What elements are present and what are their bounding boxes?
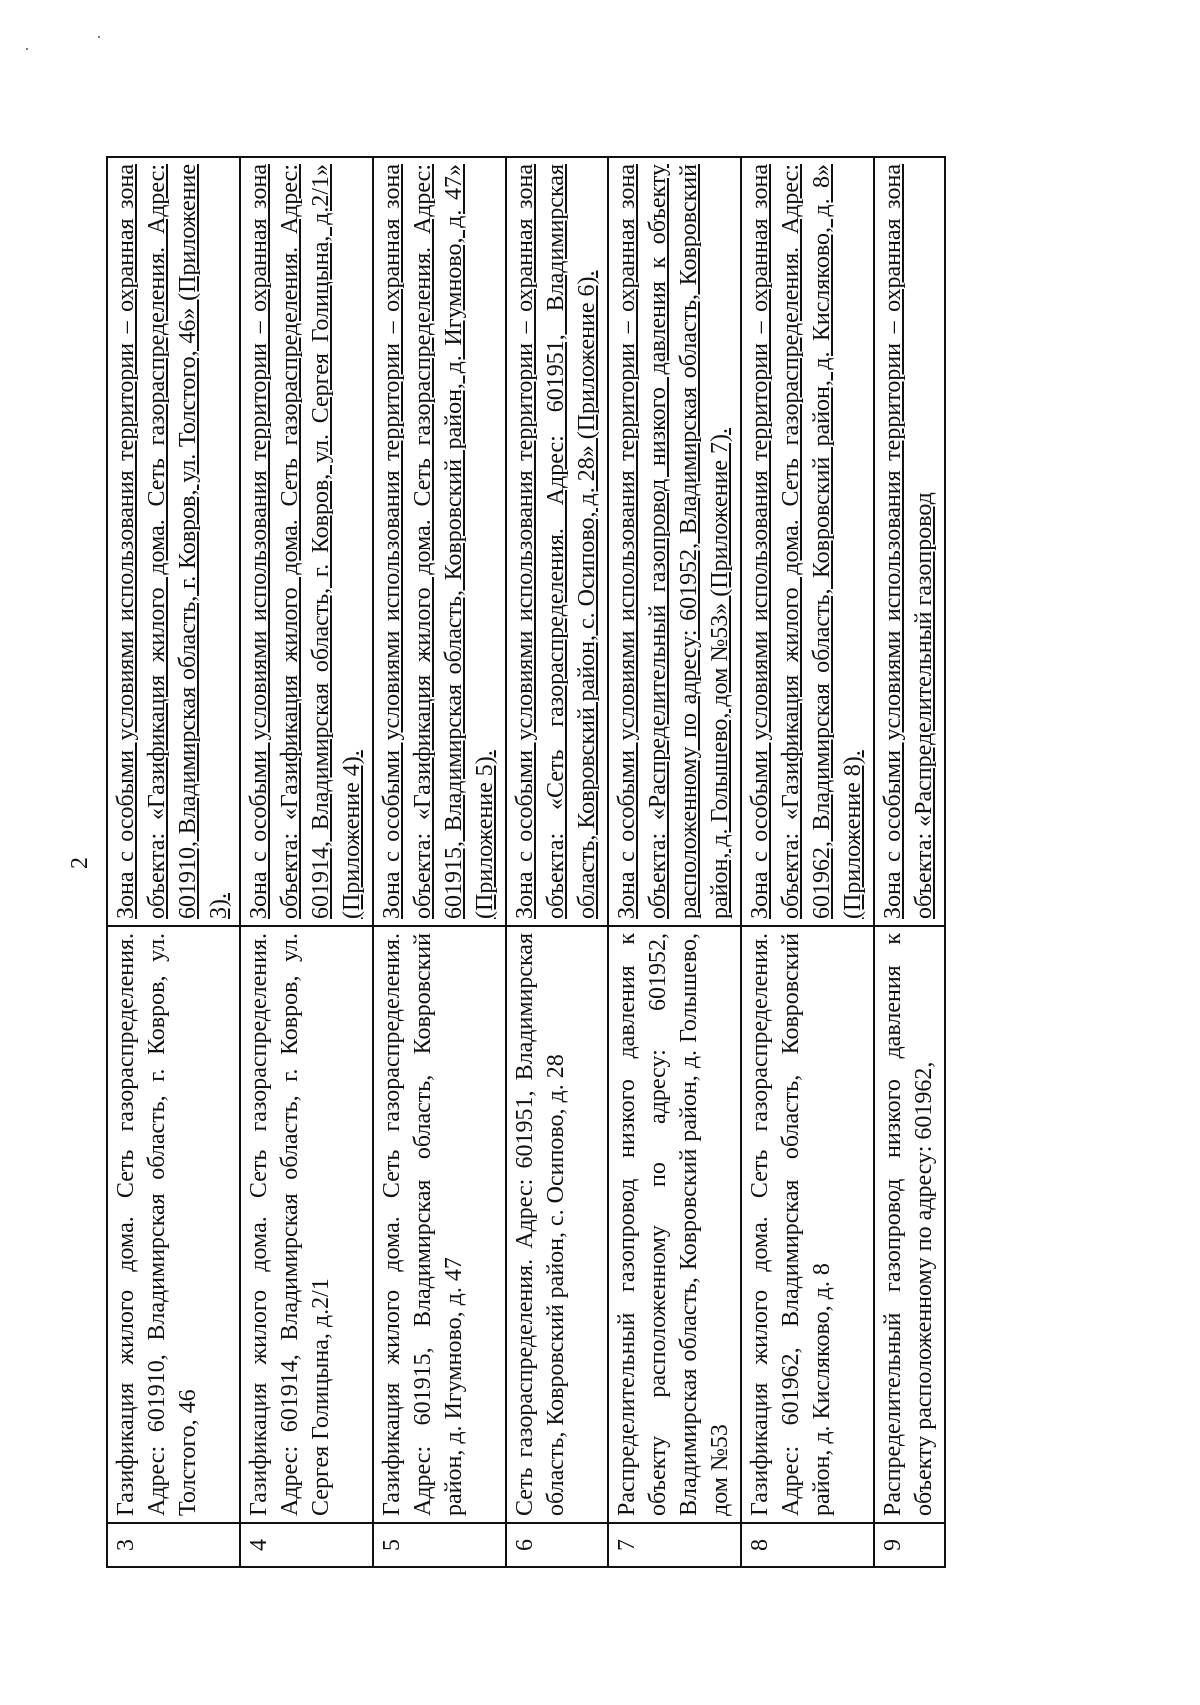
object-description: Распределительный газопровод низкого давления к объекту расположенному по адресу: 601952, Владимирская область, Ковровский район, д. Голышево, дом №53 [608, 926, 741, 1523]
row-number: 6 [506, 1523, 608, 1567]
row-number: 5 [373, 1523, 506, 1567]
scan-speck [26, 48, 28, 50]
row-number: 4 [240, 1523, 373, 1567]
row-number: 7 [608, 1523, 741, 1567]
object-description: Газификация жилого дома. Сеть газораспределения. Адрес: 601915, Владимирская область, Ковровский район, д. Игумново, д. 47 [373, 926, 506, 1523]
zone-description: Зона с особыми условиями использования территории – охранная зона объекта: «Газификация жилого дома. Сеть газораспределения. Адрес: 601915, Владимирская область, Ковровский район, д. Игумново, д. 47» (Приложение 5). [373, 157, 506, 926]
register-table [106, 156, 946, 1568]
zone-description: Зона с особыми условиями использования территории – охранная зона объекта: «Распределительный газопровод [874, 157, 945, 926]
table-row [373, 157, 506, 1567]
table-row [874, 157, 945, 1567]
table-row [506, 157, 608, 1567]
zone-description: Зона с особыми условиями использования территории – охранная зона объекта: «Газификация жилого дома. Сеть газораспределения. Адрес: 601914, Владимирская область, г. Ковров, ул. Сергея Голицына, д.2/1» (Приложение 4). [240, 157, 373, 926]
row-number: 9 [874, 1523, 945, 1567]
object-description: Газификация жилого дома. Сеть газораспределения. Адрес: 601962, Владимирская область, Ковровский район, д. Кисляково, д. 8 [741, 926, 874, 1523]
table-row [240, 157, 373, 1567]
table-row [741, 157, 874, 1567]
rotated-page [68, 158, 1128, 1568]
object-description: Газификация жилого дома. Сеть газораспределения. Адрес: 601910, Владимирская область, г. Ковров, ул. Толстого, 46 [107, 926, 240, 1523]
table-row [608, 157, 741, 1567]
zone-description: Зона с особыми условиями использования территории – охранная зона объекта: «Газификация жилого дома. Сеть газораспределения. Адрес: 601910, Владимирская область, г. Ковров, ул. Толстого, 46» (Приложение 3). [107, 157, 240, 926]
zone-description: Зона с особыми условиями использования территории – охранная зона объекта: «Газификация жилого дома. Сеть газораспределения. Адрес: 601962, Владимирская область, Ковровский район, д. Кисляково, д. 8» (Приложение 8). [741, 157, 874, 926]
row-number: 3 [107, 1523, 240, 1567]
object-description: Распределительный газопровод низкого давления к объекту расположенному по адресу: 601962, [874, 926, 945, 1523]
scan-speck [98, 36, 100, 38]
row-number: 8 [741, 1523, 874, 1567]
table-row [107, 157, 240, 1567]
zone-description: Зона с особыми условиями использования территории – охранная зона объекта: «Сеть газораспределения. Адрес: 601951, Владимирская область, Ковровский район, с. Осипово, д. 28» (Приложение 6). [506, 157, 608, 926]
zone-description: Зона с особыми условиями использования территории – охранная зона объекта: «Распределительный газопровод низкого давления к объекту расположенному по адресу: 601952, Владимирская область, Ковровский район, д. Голышево, дом №53» (Приложение 7). [608, 157, 741, 926]
object-description: Сеть газораспределения. Адрес: 601951, Владимирская область, Ковровский район, с. Осипово, д. 28 [506, 926, 608, 1523]
object-description: Газификация жилого дома. Сеть газораспределения. Адрес: 601914, Владимирская область, г. Ковров, ул. Сергея Голицына, д.2/1 [240, 926, 373, 1523]
page-number: 2 [67, 857, 93, 869]
